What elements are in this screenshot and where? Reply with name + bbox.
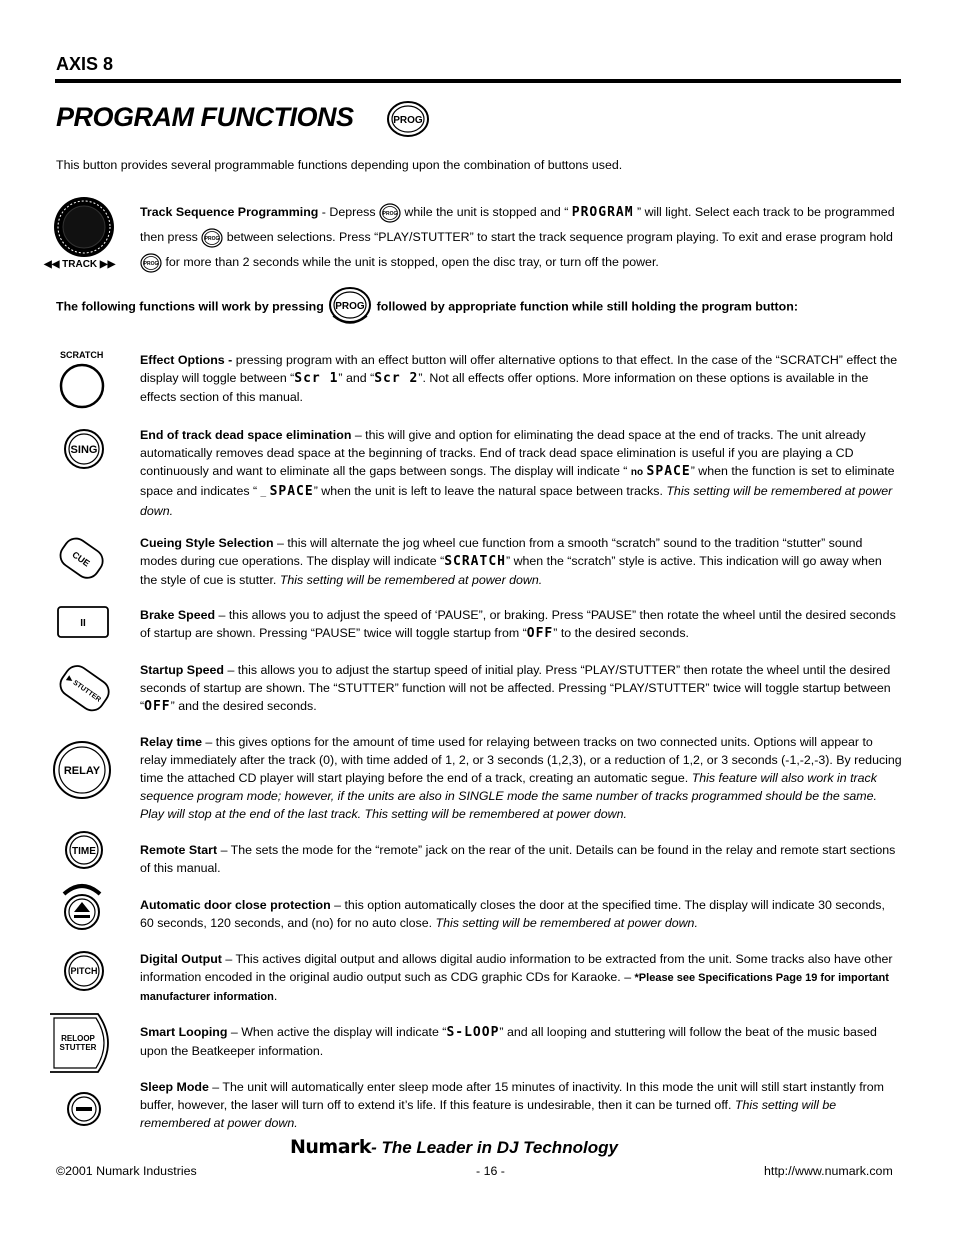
text: for more than 2 seconds while the unit is stopped, open the disc tray, or turn off the power. [162, 255, 659, 269]
sing-button-icon [63, 428, 105, 470]
website-link[interactable]: http://www.numark.com [764, 1164, 893, 1178]
relay-button-icon [51, 740, 113, 800]
text: pressing program with an effect button will offer alternative options to that effect. In the case of the “SCRATCH” effect the display will toggle between “ [140, 353, 898, 385]
text: – When active the display will indicate “ [227, 1025, 447, 1039]
cue-label: CUE [70, 549, 92, 569]
scratch-label: SCRATCH [60, 350, 104, 360]
text: while the unit is stopped and “ [400, 205, 572, 219]
note: This setting will be remembered at power down. [140, 484, 893, 518]
pitch-label: PITCH [70, 966, 98, 976]
reloop-label: RELOOP [61, 1034, 95, 1043]
lcd-off: OFF [144, 699, 171, 714]
remote-start-heading: Remote Start [140, 843, 218, 857]
text: – this will give and option for eliminating the dead space at the end of tracks. The unit already automatically removes dead space at the beginning of tracks. End of track dead space elimination is useful if you are playing a CD continuously and want to eliminate all the gaps between songs. The display will indicate “ [140, 428, 866, 478]
svg-text:PROG: PROG [382, 210, 398, 217]
prog-button-icon [201, 228, 223, 248]
text: – this option automatically closes the door at the specified time. The display will indicate 30 seconds, 60 seconds, 120 seconds, and (no) for no auto close. [140, 898, 885, 930]
smart-looping-section [140, 1023, 902, 1060]
text: The following functions will work by pressing [56, 299, 328, 314]
text: ”. Not all effects offer options. More information on these options is available in the effects section of this manual. [140, 371, 869, 404]
note: This setting will be remembered at power down. [279, 573, 543, 587]
text: – this will alternate the jog wheel cue function from a smooth “scratch” sound to the tradition “stutter” sound modes during cue operations. The display will indicate “ [140, 536, 863, 568]
numark-logo: Numark [290, 1136, 372, 1158]
svg-text:PROG: PROG [335, 301, 365, 312]
effect-options-heading: Effect Options - [140, 353, 236, 367]
note-bold: *Please see Specifications Page 19 for important manufacturer information [140, 972, 889, 1003]
effect-options-section [140, 351, 902, 406]
lcd-program: PROGRAM [571, 205, 634, 220]
cue-button-icon [52, 534, 110, 584]
cueing-style-section [140, 534, 902, 589]
copyright: ©2001 Numark Industries [56, 1164, 197, 1178]
remote-start-section [140, 841, 902, 877]
time-label: TIME [72, 846, 96, 857]
dead-space-heading: End of track dead space elimination [140, 428, 352, 442]
dead-space-section [140, 426, 902, 520]
lcd-space: SPACE [269, 484, 314, 499]
text: followed by appropriate function while still holding the program button: [373, 299, 798, 314]
text: ” and the desired seconds. [170, 699, 317, 713]
text: ” and all looping and stuttering will follow the beat of the music based upon the Beatkeeper information. [140, 1025, 877, 1058]
lcd-scr2: Scr 2 [374, 371, 419, 386]
brake-speed-section [140, 606, 902, 643]
relay-time-section [140, 733, 902, 823]
text: - Depress [318, 205, 379, 219]
brake-speed-heading: Brake Speed [140, 608, 216, 622]
play-stutter-button-icon [54, 660, 114, 718]
page-title: PROGRAM FUNCTIONS [56, 102, 354, 132]
digital-output-section [140, 950, 902, 1006]
text: ” when the unit is left to leave the natural space between tracks. [313, 484, 667, 498]
pause-label: II [80, 618, 86, 629]
pitch-button-icon [63, 950, 105, 992]
time-button-icon [64, 830, 104, 870]
digital-output-heading: Digital Output [140, 952, 222, 966]
text: ” to the desired seconds. [553, 626, 689, 640]
following-functions-line [56, 286, 916, 328]
sleep-mode-heading: Sleep Mode [140, 1080, 209, 1094]
prog-button-icon [140, 253, 162, 273]
text: – this gives options for the amount of time used for relaying between tracks on two connected units. Options will appear to relay immediately after the track (0), with time added of 1, 2, or 3 seconds (1,2,3), or a reduction of 1,2, or 3 seconds (-1,-2,-3). By reducing time the attached CD player will start playing before the end of a track, creating an automatic segue. [140, 735, 902, 785]
cueing-style-heading: Cueing Style Selection [140, 536, 274, 550]
footer-brand [290, 1138, 618, 1157]
text: between selections. Press “PLAY/STUTTER” to start the track sequence program playing. To exit and erase program hold [223, 230, 893, 244]
note: This setting will be remembered at power down. [435, 916, 698, 930]
track-sequence-heading: Track Sequence Programming [140, 205, 319, 219]
door-close-heading: Automatic door close protection [140, 898, 331, 912]
text: – The sets the mode for the “remote” jack on the rear of the unit. Details can be found in the relay and remote start sections of this manual. [140, 843, 896, 875]
track-label: ◀◀ TRACK ▶▶ [44, 259, 116, 270]
intro-text: This button provides several programmable functions depending upon the combination of buttons used. [56, 158, 623, 172]
minus-button-icon [66, 1091, 102, 1127]
relay-label: RELAY [63, 765, 101, 777]
text: – The unit will automatically enter sleep mode after 15 minutes of inactivity. In this mode the unit will still start instantly from buffer, however, the laser will turn off to extend it’s life. If this feature is undesirable, then it can be turned off. [140, 1080, 884, 1112]
lcd-off: OFF [526, 626, 554, 641]
prog-button-icon [386, 101, 430, 139]
text: – this allows you to adjust the startup speed of initial play. Press “PLAY/STUTTER” then rotate the wheel until the desired seconds of startup are shown. The “STUTTER” function will not be affected. Pressing “PLAY/STUTTER” twice will toggle startup between “ [140, 663, 891, 713]
sleep-mode-section [140, 1078, 902, 1132]
play-label: ▶ STUTTER [65, 675, 102, 704]
header-rule [55, 79, 901, 83]
svg-text:PROG: PROG [143, 260, 159, 267]
text: ” will light. Select each track to be programmed then press [140, 205, 895, 244]
text: ” when the function is set to eliminate space and indicates “ [140, 464, 895, 498]
text: – this allows you to adjust the speed of ‘PAUSE”, or braking. Press “PAUSE” then rotate the wheel until the desired seconds of startup are shown. Pressing “PAUSE” twice will toggle startup from “ [140, 608, 896, 640]
smart-looping-heading: Smart Looping [140, 1025, 228, 1039]
note: This setting will be remembered at power down. [140, 1098, 837, 1130]
lcd-s-loop: S-LOOP [446, 1025, 500, 1040]
text: ” when the “scratch” style is active. This indication will go away when the style of cue is stutter. [140, 554, 882, 587]
prog-button-icon [327, 286, 373, 328]
tagline: - The Leader in DJ Technology [371, 1138, 618, 1157]
stutter-label: STUTTER [59, 1043, 97, 1052]
lcd-scr1: Scr 1 [294, 371, 339, 386]
prog-button-icon [379, 203, 401, 223]
lcd-space: SPACE [646, 464, 691, 479]
note: This feature will also work in track sequence program mode; however, if the units are also in SINGLE mode the same number of tracks programmed should be the same. Play will stop at the end of the last track. This setting will be remembered at power down. [140, 771, 877, 821]
page-number: - 16 - [476, 1164, 505, 1178]
model-name: AXIS 8 [56, 54, 114, 74]
lcd-dash: _ [260, 487, 267, 498]
text: – This actives digital output and allows digital audio information to be extracted from the unit. Some tracks also have other information encoded in the original audio output such as CDG graphic CDs for Karaoke. – [140, 952, 893, 984]
svg-text:PROG: PROG [204, 235, 220, 242]
startup-speed-section [140, 661, 902, 716]
eject-icon [58, 880, 106, 932]
text: . [273, 989, 278, 1003]
relay-time-heading: Relay time [140, 735, 202, 749]
startup-speed-heading: Startup Speed [140, 663, 224, 677]
reloop-stutter-button-icon [48, 1012, 120, 1074]
track-sequence-section [140, 200, 902, 275]
scratch-button-icon [58, 362, 106, 410]
lcd-scratch: SCRATCH [444, 554, 506, 569]
text: ” and “ [338, 371, 375, 385]
door-close-section [140, 896, 902, 932]
sing-label: SING [70, 444, 98, 456]
lcd-no: no [630, 467, 644, 478]
pause-button-icon [56, 605, 110, 639]
prog-label: PROG [393, 115, 423, 126]
track-jog-wheel-icon [52, 196, 116, 258]
